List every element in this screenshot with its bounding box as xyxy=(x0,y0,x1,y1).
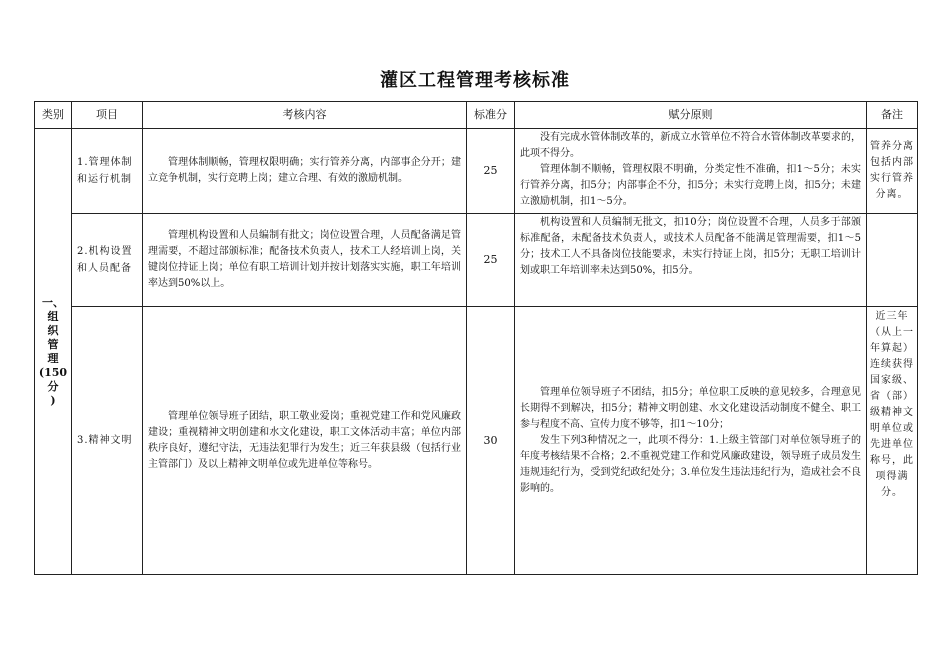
note-cell: 管养分离包括内部实行管养分离。 xyxy=(867,129,918,214)
category-text: ) xyxy=(50,393,56,407)
rule-text: 管理单位领导班子不团结，扣5分；单位职工反映的意见较多，合理意见长期得不到解决，扣5分；精神文明创建、水文化建设活动制度不健全、职工参与程度不高、宣传力度不够等，扣1～10分； xyxy=(520,387,861,430)
content-text: 管理体制顺畅，管理权限明确；实行管养分离，内部事企分开；建立竞争机制，实行竞聘上岗；建立合理、有效的激励机制。 xyxy=(148,157,461,184)
score-cell: 25 xyxy=(467,129,515,214)
header-category: 类别 xyxy=(35,102,72,129)
table-row xyxy=(35,214,918,307)
category-cell xyxy=(35,129,72,575)
score-cell: 30 xyxy=(467,307,515,575)
category-text: 一、 xyxy=(42,295,64,309)
header-content: 考核内容 xyxy=(143,102,467,129)
table-row xyxy=(35,129,918,214)
rule-text: 管理体制不顺畅，管理权限不明确，分类定性不准确，扣1～5分；未实行管养分离，扣5分；内部事企不分，扣5分；未实行竞聘上岗，扣5分；未建立激励机制，扣1～5分。 xyxy=(520,164,861,207)
category-text: 管 xyxy=(47,337,59,351)
rule-text: 机构设置和人员编制无批文，扣10分；岗位设置不合理，人员多于部颁标准配备，未配备技术负责人，或技术人员配备不能满足管理需要，扣1～5分；技术工人不具备岗位技能要求，未实行持证上岗，扣5分；无职工培训计划或职工年培训率未达到50%，扣5分。 xyxy=(520,217,861,276)
header-score: 标准分 xyxy=(467,102,515,129)
rule-cell xyxy=(515,307,867,575)
category-text: 理 xyxy=(47,351,59,365)
rule-cell xyxy=(515,214,867,307)
rule-text: 发生下列3种情况之一，此项不得分：1.上级主管部门对单位领导班子的年度考核结果不合格；2.不重视党建工作和党风廉政建设，领导班子成员发生违规违纪行为，受到党纪政纪处分；3.单位发生违法违纪行为，造成社会不良影响的。 xyxy=(520,435,861,494)
table-header-row xyxy=(35,102,918,129)
content-text: 管理单位领导班子团结，职工敬业爱岗；重视党建工作和党风廉政建设；重视精神文明创建和水文化建设，职工文体活动丰富；单位内部秩序良好，遵纪守法，无违法犯罪行为发生；近三年获县级（包括行业主管部门）及以上精神文明单位或先进单位等称号。 xyxy=(148,410,461,470)
item-cell: 2.机构设置和人员配备 xyxy=(72,214,143,307)
document-title: 灌区工程管理考核标准 xyxy=(380,70,570,91)
content-text: 管理机构设置和人员编制有批文；岗位设置合理，人员配备满足管理需要，不超过部颁标准；配备技术负责人，技术工人经培训上岗，关键岗位持证上岗；单位有职工培训计划并按计划落实实施，职工年培训率达到50%以上。 xyxy=(148,230,461,289)
content-cell xyxy=(143,129,467,214)
table-row xyxy=(35,307,918,575)
header-item: 项目 xyxy=(72,102,143,129)
rule-cell xyxy=(515,129,867,214)
category-text: 组 xyxy=(47,309,59,323)
header-note: 备注 xyxy=(867,102,918,129)
note-cell xyxy=(867,214,918,307)
note-cell: 近三年（从上一年算起）连续获得国家级、省（部）级精神文明单位或先进单位称号，此项得满分。 xyxy=(867,307,918,575)
score-cell: 25 xyxy=(467,214,515,307)
category-text: 分 xyxy=(47,379,59,393)
category-text: (150 xyxy=(38,365,68,379)
item-cell: 1.管理体制和运行机制 xyxy=(72,129,143,214)
content-cell xyxy=(143,307,467,575)
content-cell xyxy=(143,214,467,307)
item-cell: 3.精神文明 xyxy=(72,307,143,575)
header-rule: 赋分原则 xyxy=(515,102,867,129)
rule-text: 没有完成水管体制改革的，新成立水管单位不符合水管体制改革要求的，此项不得分。 xyxy=(520,132,861,159)
category-text: 织 xyxy=(47,323,59,337)
assessment-table xyxy=(34,101,918,575)
